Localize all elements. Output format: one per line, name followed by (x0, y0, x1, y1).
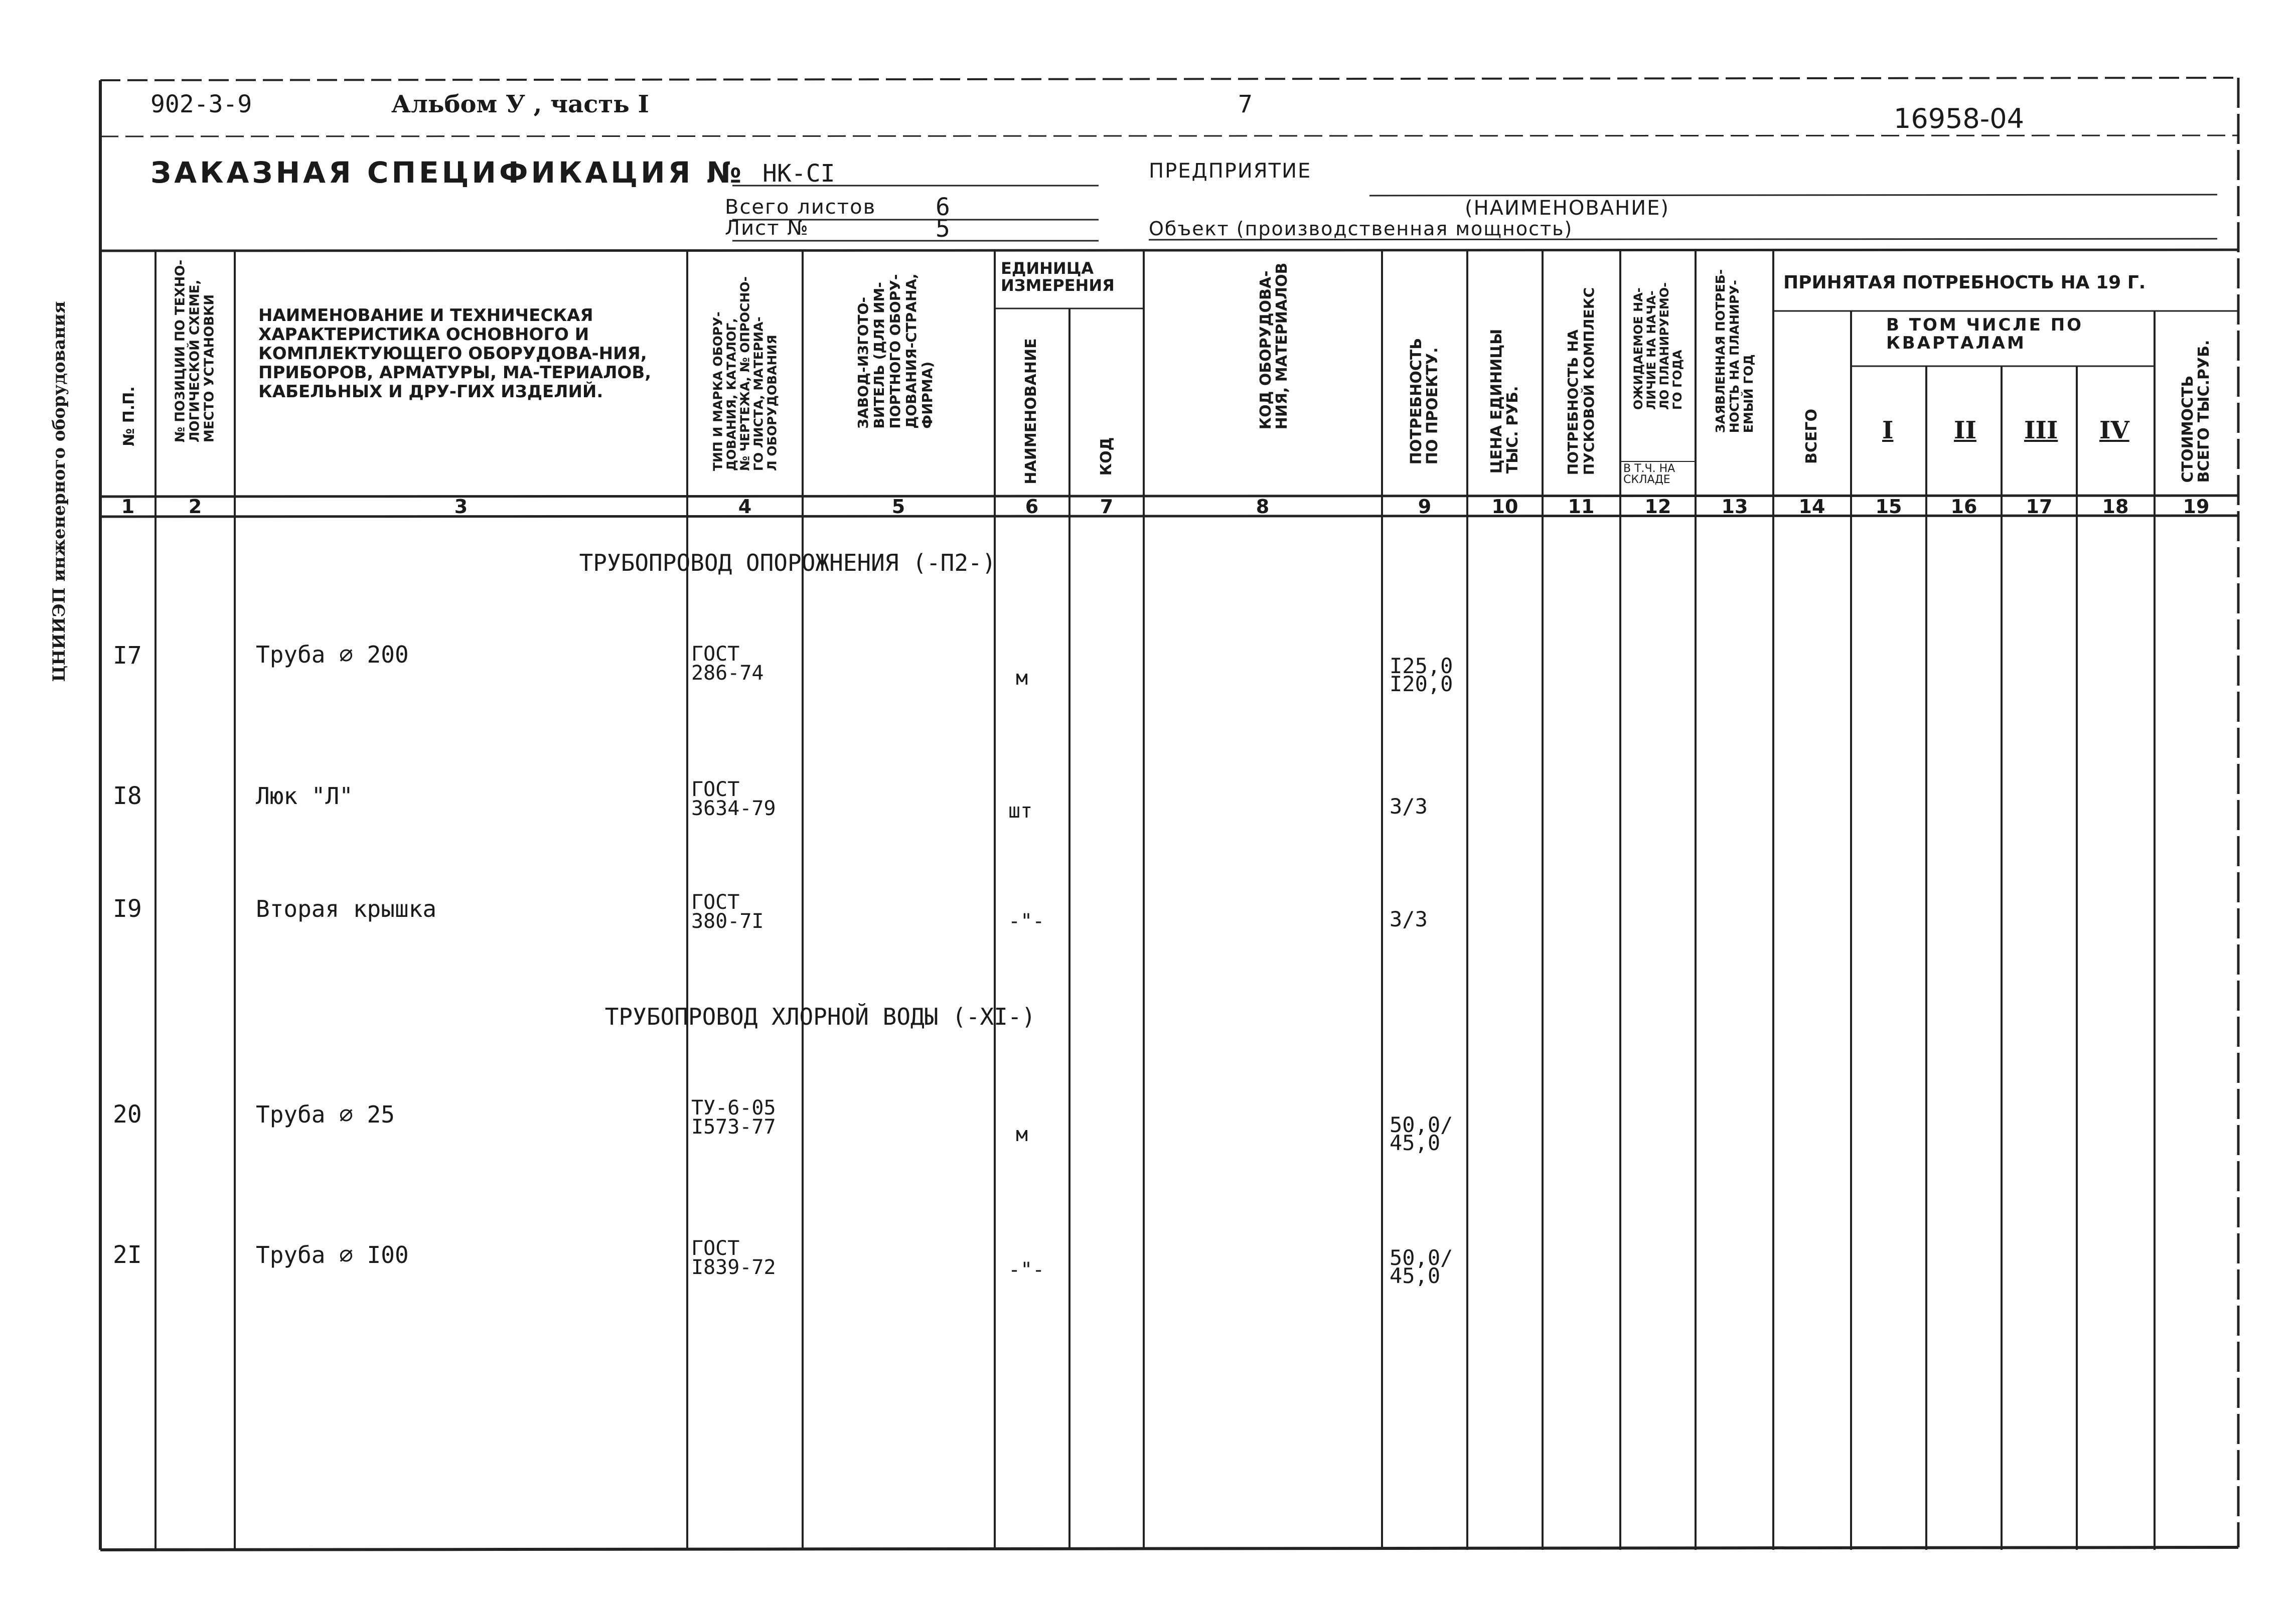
row-number: I7 (113, 642, 142, 670)
item-unit: м (1016, 1123, 1028, 1146)
item-name: Труба ∅ 25 (256, 1101, 395, 1128)
item-quantity: 50,0/ 45,0 (1390, 1112, 1453, 1155)
col-3-header: НАИМЕНОВАНИЕ И ТЕХНИЧЕСКАЯ ХАРАКТЕРИСТИКА ОСНОВНОГО И КОМПЛЕКТУЮЩЕГО ОБОРУДОВА-НИЯ, ПРИБОРОВ, АРМАТУРЫ, МА-ТЕРИАЛОВ, КАБЕЛЬНЫХ И ДРУ-ГИХ ИЗДЕЛИЙ. (258, 305, 652, 402)
item-type: ГОСТ 380-7I (691, 891, 764, 933)
enterprise-label: ПРЕДПРИЯТИЕ (1149, 159, 1312, 183)
col-number: 9 (1418, 496, 1432, 518)
col-14-19-header: ПРИНЯТАЯ ПОТРЕБНОСТЬ НА 19 Г. (1783, 272, 2146, 293)
item-unit: шт (1008, 800, 1033, 823)
col-number: 14 (1798, 496, 1825, 518)
item-name: Труба ∅ I00 (256, 1241, 409, 1268)
col-12b-note: В Т.Ч. НА СКЛАДЕ (1623, 462, 1675, 486)
col-6-7-header: ЕДИНИЦА ИЗМЕРЕНИЯ (1001, 259, 1115, 295)
col-number: 8 (1256, 496, 1270, 518)
col-number: 18 (2102, 496, 2129, 518)
item-quantity: 3/3 (1390, 907, 1428, 931)
project-code: 902-3-9 (150, 90, 252, 118)
total-sheets-label: Всего листов (725, 196, 876, 219)
item-name: Вторая крышка (256, 895, 437, 922)
col-number: 19 (2183, 496, 2210, 518)
enterprise-caption: (НАИМЕНОВАНИЕ) (1465, 197, 1669, 220)
col-number: 16 (1950, 496, 1977, 518)
col-number: 3 (454, 496, 468, 518)
album-label: Альбом У , часть I (391, 90, 649, 118)
row-number: I8 (113, 782, 142, 810)
col-number: 11 (1568, 496, 1595, 518)
col-number: 2 (188, 496, 202, 518)
section-heading: ТРУБОПРОВОД ХЛОРНОЙ ВОДЫ (-XI-) (604, 1003, 1036, 1030)
col-number: 17 (2026, 496, 2053, 518)
item-type: ГОСТ I839-72 (691, 1237, 776, 1279)
col-number: 6 (1025, 496, 1039, 518)
item-type: ГОСТ 286-74 (691, 643, 764, 685)
item-unit: м (1016, 667, 1028, 690)
col-number: 5 (891, 496, 905, 518)
col-number: 4 (738, 496, 752, 518)
item-unit: -"- (1008, 1258, 1045, 1282)
row-number: 2I (113, 1241, 142, 1269)
item-type: ГОСТ 3634-79 (691, 778, 776, 820)
item-quantity: 50,0/ 45,0 (1390, 1245, 1453, 1288)
col-number: 12 (1644, 496, 1671, 518)
sheet-value: 5 (936, 215, 950, 243)
col-number: 1 (121, 496, 135, 518)
col-15-18-header: В ТОМ ЧИСЛЕ ПО КВАРТАЛАМ (1886, 315, 2084, 353)
col-17-header: III (2024, 416, 2058, 444)
page-number: 7 (1238, 90, 1253, 118)
total-sheets-value: 6 (936, 193, 950, 221)
spec-number: НК-СI (762, 159, 835, 188)
item-unit: -"- (1008, 910, 1045, 933)
item-name: Труба ∅ 200 (256, 641, 409, 668)
item-name: Люк "Л" (256, 782, 353, 810)
col-number: 15 (1875, 496, 1902, 518)
item-type: ТУ-6-05 I573-77 (691, 1096, 776, 1139)
row-number: 20 (113, 1100, 142, 1129)
row-number: I9 (113, 895, 142, 923)
object-label: Объект (производственная мощность) (1149, 218, 1573, 240)
sheet-label: Лист № (725, 217, 809, 240)
col-number: 10 (1491, 496, 1518, 518)
item-quantity: 3/3 (1390, 794, 1428, 819)
col-15-header: I (1882, 416, 1894, 444)
col-16-header: II (1954, 416, 1976, 444)
col-number: 7 (1100, 496, 1114, 518)
col-18-header: IV (2099, 416, 2129, 444)
inventory-number: 16958-04 (1894, 103, 2024, 134)
col-number: 13 (1721, 496, 1748, 518)
item-quantity: I25,0 I20,0 (1390, 654, 1453, 696)
section-heading: ТРУБОПРОВОД ОПОРОЖНЕНИЯ (-П2-) (579, 549, 996, 576)
spec-title: ЗАКАЗНАЯ СПЕЦИФИКАЦИЯ № (150, 155, 745, 190)
